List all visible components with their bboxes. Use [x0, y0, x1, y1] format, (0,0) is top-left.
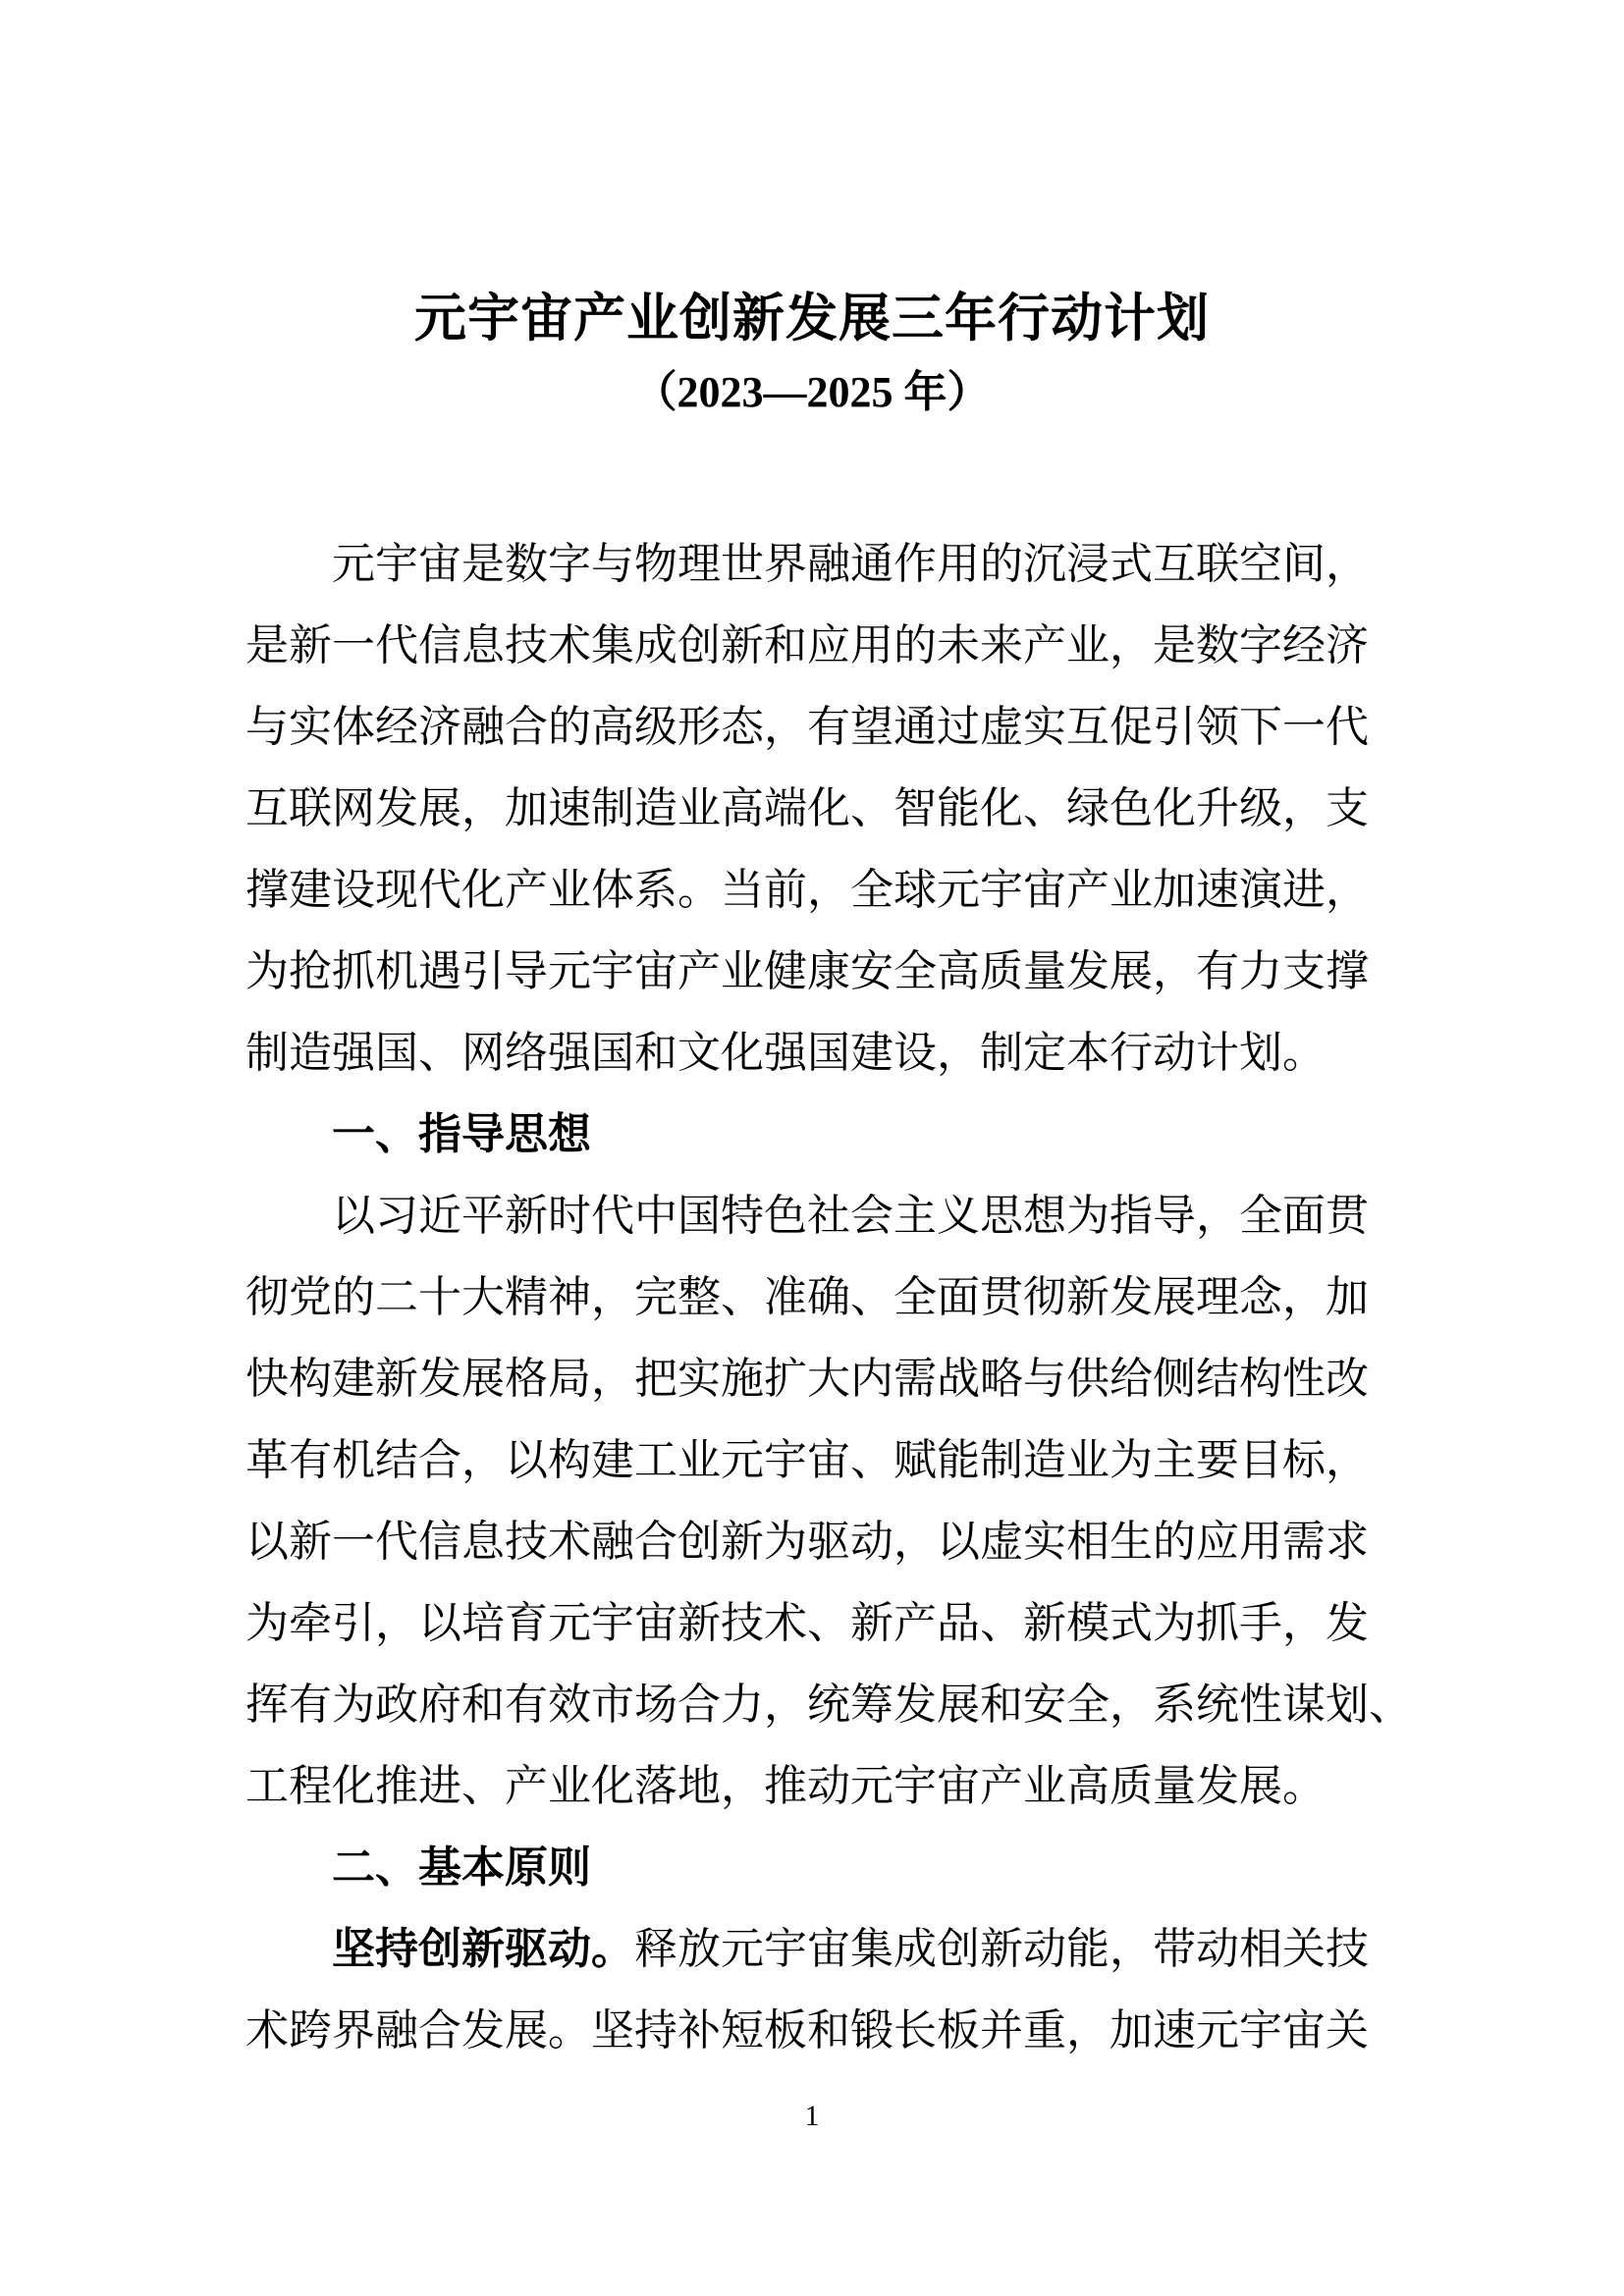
paragraph-2-line-1: 以习近平新时代中国特色社会主义思想为指导，全面贯	[332, 1192, 1369, 1240]
paragraph-2-line-6: 为牵引，以培育元宇宙新技术、新产品、新模式为抓手，发	[245, 1599, 1369, 1647]
document-title: 元宇宙产业创新发展三年行动计划	[414, 291, 1210, 347]
page-number: 1	[804, 2100, 820, 2132]
paragraph-3-lead-rest: 释放元宇宙集成创新动能，带动相关技	[634, 1925, 1369, 1973]
section-heading-guiding-ideology: 一、指导思想	[332, 1110, 591, 1158]
paragraph-2-line-2: 彻党的二十大精神，完整、准确、全面贯彻新发展理念，加	[245, 1273, 1369, 1321]
paragraph-3-lead-bold: 坚持创新驱动。	[332, 1925, 634, 1973]
paragraph-3-line-1	[245, 1908, 1379, 1990]
paragraph-2-line-8: 工程化推进、产业化落地，推动元宇宙产业高质量发展。	[245, 1762, 1326, 1810]
document-body	[245, 523, 1412, 2071]
paragraph-1-line-4: 互联网发展，加速制造业高端化、智能化、绿色化升级，支	[245, 784, 1369, 832]
paragraph-3-line-2: 术跨界融合发展。坚持补短板和锻长板并重，加速元宇宙关	[245, 2006, 1369, 2055]
paragraph-2-line-5: 以新一代信息技术融合创新为驱动，以虚实相生的应用需求	[245, 1518, 1369, 1566]
paragraph-1-line-7: 制造强国、网络强国和文化强国建设，制定本行动计划。	[245, 1029, 1326, 1077]
section-heading-basic-principles: 二、基本原则	[332, 1843, 591, 1892]
document-subtitle: （2023—2025 年）	[633, 368, 991, 416]
paragraph-1-line-6: 为抢抓机遇引导元宇宙产业健康安全高质量发展，有力支撑	[245, 947, 1369, 995]
paragraph-1-line-1: 元宇宙是数字与物理世界融通作用的沉浸式互联空间，	[332, 540, 1369, 588]
paragraph-2-line-4: 革有机结合，以构建工业元宇宙、赋能制造业为主要目标，	[245, 1436, 1369, 1484]
paragraph-2-line-7: 挥有为政府和有效市场合力，统筹发展和安全，系统性谋划、	[245, 1681, 1412, 1729]
paragraph-2-line-3: 快构建新发展格局，把实施扩大内需战略与供给侧结构性改	[245, 1355, 1369, 1403]
paragraph-1-line-5: 撑建设现代化产业体系。当前，全球元宇宙产业加速演进，	[245, 866, 1369, 914]
paragraph-1-line-3: 与实体经济融合的高级形态，有望通过虚实互促引领下一代	[245, 703, 1369, 751]
paragraph-1-line-2: 是新一代信息技术集成创新和应用的未来产业，是数字经济	[245, 621, 1369, 669]
